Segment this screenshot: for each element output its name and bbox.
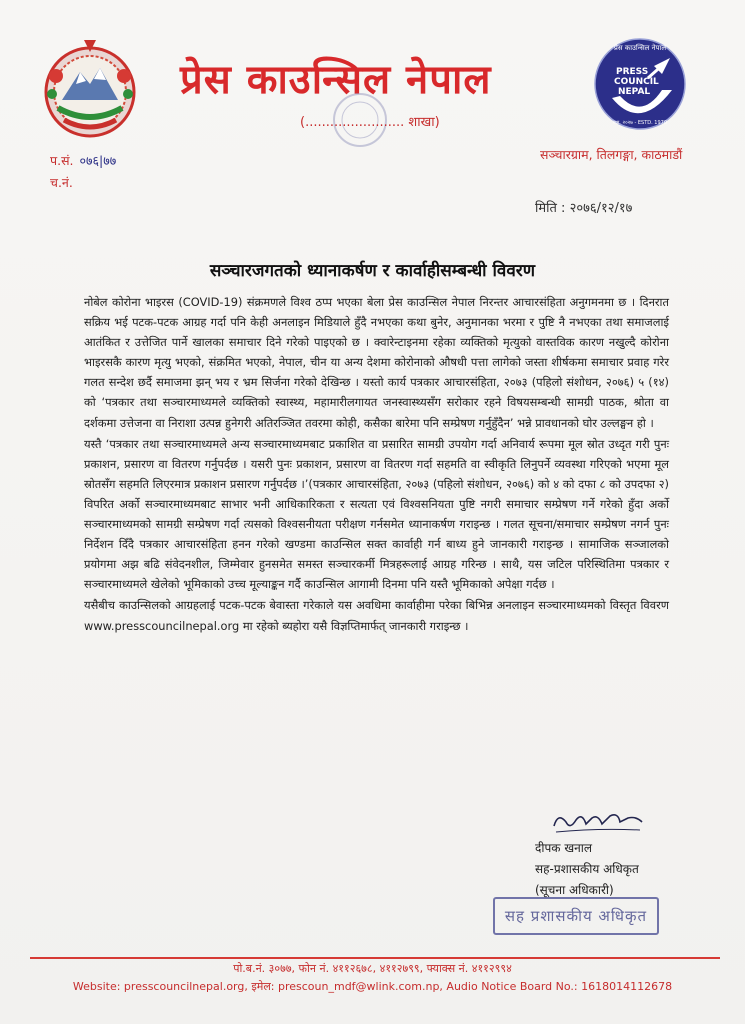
footer-contact: पो.ब.नं. ३०७७, फोन नं. ४११२६७८, ४११२७९९, फ्याक्स नं. ४११२९९४ [233, 962, 512, 975]
office-address: सञ्चारग्राम, तिलगङ्गा, काठमाडौं [540, 147, 683, 162]
body-paragraph-3: यसैबीच काउन्सिलको आग्रहलाई पटक-पटक बेवास्ता गरेकाले यस अवधिमा कार्वाहीमा परेका बिभिन्न अनलाइन सञ्चारमाध्यमको विस्तृत विवरण www.presscouncilnepal.org मा रहेको ब्यहोरा यसै विज्ञप्तिमार्फत् जानकारी गराइन्छ । [84, 598, 669, 633]
letter-body [84, 292, 669, 637]
logo-nepali-text: प्रेस काउन्सिल नेपाल [613, 44, 667, 52]
ref-value: ०७६|७७ [79, 153, 117, 168]
body-paragraph-2: यस्तै ‘पत्रकार तथा सञ्चारमाध्यमले अन्य सञ्चारमाध्यमबाट प्रकाशित वा प्रसारित सामग्री उपयोग गर्दा अनिवार्य रूपमा मूल स्रोत उध्दृत गरी पुनः प्रकाशन, प्रसारण वा वितरण गर्नुपर्दछ । यसरी पुनः प्रकाशन, प्रसारण वा वितरण गर्दा सहमति वा स्वीकृति लिनुपर्ने व्यवस्था गरिएको भएमा मूल स्रोतसँग सहमति लिएरमात्र प्रकाशन प्रसारण गर्नुपर्दछ ।’(पत्रकार आचारसंहिता, २०७३ (पहिलो संशोधन, २०७६) को ४ को दफा ८ को उपदफा २) विपरित अर्को सञ्चारमाध्यमबाट साभार भनी आधिकारिकता र सत्यता एवं विश्वसनियता पुष्टि नगरी समाचार सम्प्रेषण गर्ने गरेको हुँदा अर्को सञ्चारमाध्यमको सामग्री सम्प्रेषण गर्दा त्यसको विश्वसनीयता परीक्षण गर्नसमेत ध्यानाकर्षण गराइन्छ । गलत सूचना/समाचार सम्प्रेषण नगर्न पुनः निर्देशन दिँदै पत्रकार आचारसंहिता हनन गरेको खण्डमा काउन्सिल सक्त कार्वाही गर्न बाध्य हुने जानकारी गराइन्छ । सामाजिक सञ्जालको प्रयोगमा अझ बढि संवेदनशील, जिम्मेवार हुनसमेत समस्त सञ्चारकर्मी मित्रहरूलाई आग्रह गरिन्छ । साथै, यस जटिल परिस्थितिमा पत्रकार र सञ्चारमाध्यमले खेलेको भूमिकाको उच्च मूल्याङ्कन गर्दै काउन्सिल आगामी दिनमा पनि यस्तै भूमिकाको अपेक्षा गर्दछ । [84, 436, 669, 592]
letter-date: मिति : २०७६/१२/१७ [535, 201, 633, 216]
footer-divider [30, 957, 720, 959]
signature-block [535, 838, 685, 901]
body-paragraph-1: नोबेल कोरोना भाइरस (COVID-19) संक्रमणले विश्व ठप्प भएका बेला प्रेस काउन्सिल नेपाल निरन्तर आचारसंहिता अनुगमनमा छ । दिनरात सक्रिय भई पटक-पटक आग्रह गर्दा पनि केही अनलाइन मिडियाले हुँदै नभएका कथा बुनेर, अनुमानका भरमा र पुष्टि नै नभएका तथा समाजलाई आतंकित र उत्तेजित पार्ने खालका समाचार दिने गरेको पाइएको छ । क्वारेन्टाइनमा रहेका व्यक्तिको मृत्युको वास्तविक कारण नखुल्दै कोरोना भाइरसकै कारण मृत्यु भएको, संक्रमित भएको, नेपाल, चीन या अन्य देशमा कोरोनाको औषधी पत्ता लागेको जस्ता शीर्षकमा समाचार प्रवाह गरेर गलत सन्देश छर्दै समाजमा झन् भय र भ्रम सिर्जना गरेको देखिन्छ । यस्तो कार्य पत्रकार आचारसंहिता, २०७३ (पहिलो संशोधन, २०७६) ५ (१४) को ‘पत्रकार तथा सञ्चारमाध्यमले व्यक्तिको स्वास्थ्य, महामारीलगायत जनस्वास्थ्यसँग सरोकार रहने विषयसम्बन्धी सामग्री पाठक, श्रोता वा दर्शकमा उत्तेजना वा निराशा उत्पन्न हुनेगरी अतिरञ्जित तवरमा कोही, कसैका बारेमा पनि सम्प्रेषण गर्नुहुँदैन’ भन्ने प्रावधानको घोर उल्लङ्घन हो । [84, 295, 669, 430]
signatory-designation: सह-प्रशासकीय अधिकृत [535, 862, 639, 876]
nepal-emblem-icon [36, 34, 144, 142]
signatory-role: (सूचना अधिकारी) [535, 883, 614, 897]
ref-label: प.सं. [50, 153, 74, 168]
reference-block [50, 150, 116, 194]
letter-subject: सञ्चारजगतको ध्यानाकर्षण र कार्वाहीसम्बन्धी विवरण [209, 261, 536, 281]
logo-est-text: स्था. २०२७ - ESTD. 1970 [612, 120, 668, 126]
dispatch-label: च.नं. [50, 175, 73, 190]
branch-line: (........................ शाखा) [300, 115, 440, 130]
handwritten-signature-icon [548, 808, 648, 838]
logo-press-text: PRESS [616, 67, 649, 77]
signatory-name: दीपक खनाल [535, 841, 593, 855]
logo-council-text: COUNCIL [614, 77, 659, 87]
footer-web: Website: presscouncilnepal.org, इमेल: prescoun_mdf@wlink.com.np, Audio Notice Board No.: 161801411267​8 [72, 980, 673, 993]
logo-nepal-text: NEPAL [618, 87, 651, 97]
designation-stamp: सह प्रशासकीय अधिकृत [493, 897, 659, 935]
organization-title: प्रेस काउन्सिल नेपाल [180, 57, 492, 103]
press-council-logo-icon [592, 36, 688, 132]
